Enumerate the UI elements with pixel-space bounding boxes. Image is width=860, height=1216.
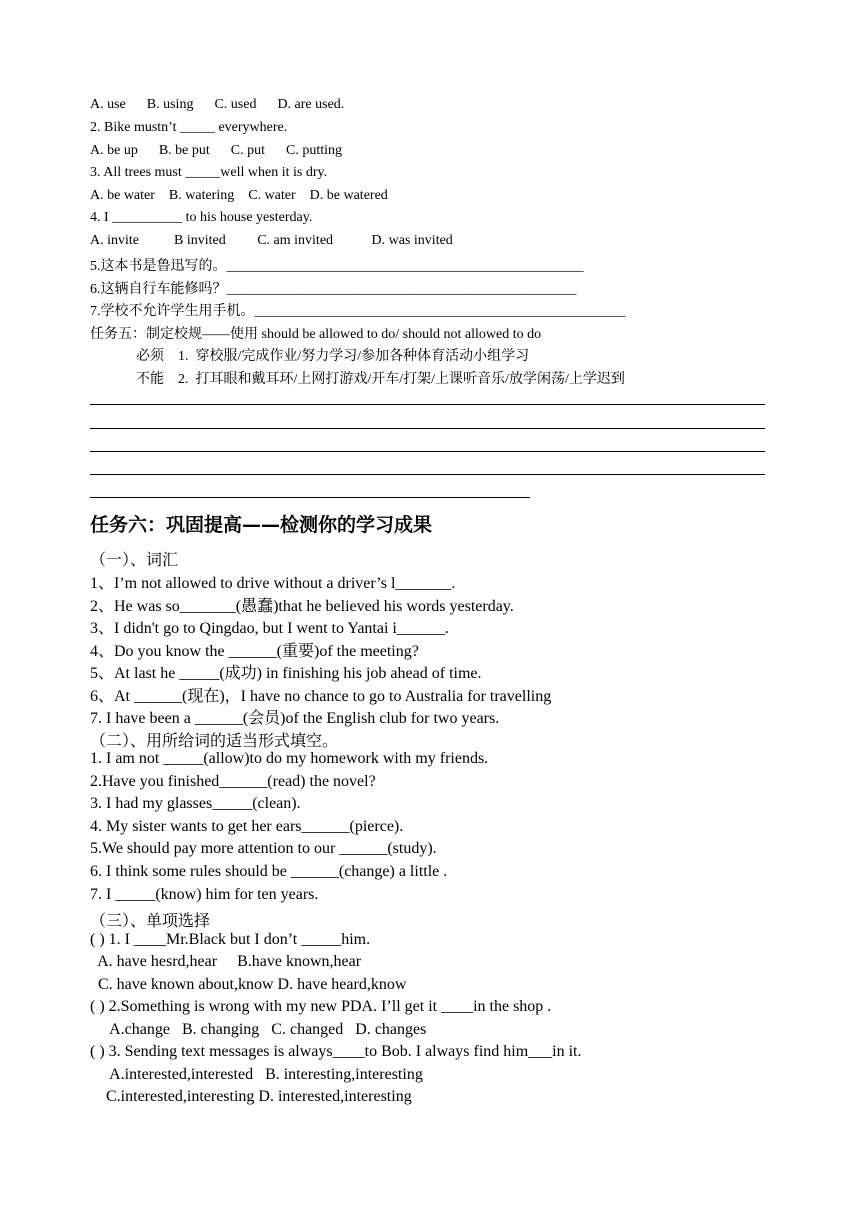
task6-heading: 任务六：巩固提高——检测你的学习成果 (90, 514, 433, 536)
mc-options: A.change B. changing C. changed D. changes (90, 1021, 427, 1038)
section-fill-in: （二）、用所给词的适当形式填空。 (90, 733, 339, 750)
choice-line: A. be water B. watering C. water D. be watered (90, 188, 388, 203)
section-multiple-choice: （三）、单项选择 (90, 913, 211, 930)
vocab-item: 4、Do you know the ______(重要)of the meeting? (90, 643, 419, 660)
fill-item: 2.Have you finished______(read) the novel? (90, 773, 376, 790)
vocab-item: 6、At ______(现在)，I have no chance to go to Australia for travelling (90, 688, 552, 705)
vocab-item: 3、I didn't go to Qingdao, but I went to Yantai i______. (90, 620, 449, 637)
choice-line: A. invite B invited C. am invited D. was invited (90, 233, 453, 248)
answer-line (90, 451, 765, 452)
question-line: 4. I __________ to his house yesterday. (90, 210, 313, 225)
answer-line (90, 497, 530, 498)
translation-line: 5.这本书是鲁迅写的。___________________________________________________ (90, 259, 584, 274)
mc-question: ( ) 1. I ____Mr.Black but I don’t _____him. (90, 931, 371, 948)
question-line: 2. Bike mustn’t _____ everywhere. (90, 120, 288, 135)
question-line: 3. All trees must _____well when it is dry. (90, 165, 328, 180)
mc-options: A.interested,interested B. interesting,interesting (90, 1066, 423, 1083)
answer-line (90, 474, 765, 475)
mc-question: ( ) 2.Something is wrong with my new PDA. I’ll get it ____in the shop . (90, 998, 552, 1015)
choice-line: A. use B. using C. used D. are used. (90, 97, 345, 112)
vocab-item: 2、He was so_______(愚蠢)that he believed his words yesterday. (90, 598, 514, 615)
rule-cannot-line: 不能 2. 打耳眼和戴耳环/上网打游戏/开车/打架/上课听音乐/放学闲荡/上学迟到 (136, 372, 625, 387)
task5-title: 任务五：制定校规——使用 should be allowed to do/ should not allowed to do (90, 327, 542, 342)
fill-item: 5.We should pay more attention to our ______(study). (90, 840, 437, 857)
fill-item: 6. I think some rules should be ______(change) a little . (90, 863, 448, 880)
fill-item: 1. I am not _____(allow)to do my homework with my friends. (90, 750, 489, 767)
mc-options: A. have hesrd,hear B.have known,hear (90, 953, 362, 970)
mc-options: C. have known about,know D. have heard,know (90, 976, 407, 993)
translation-line: 6.这辆自行车能修吗？__________________________________________________ (90, 282, 577, 297)
rule-must-line: 必须 1. 穿校服/完成作业/努力学习/参加各种体育活动小组学习 (136, 349, 530, 364)
vocab-item: 1、I’m not allowed to drive without a driver’s l_______. (90, 575, 456, 592)
translation-line: 7.学校不允许学生用手机。_____________________________________________________ (90, 304, 626, 319)
vocab-item: 7. I have been a ______(会员)of the English club for two years. (90, 710, 500, 727)
fill-item: 4. My sister wants to get her ears______(pierce). (90, 818, 404, 835)
fill-item: 7. I _____(know) him for ten years. (90, 886, 319, 903)
mc-question: ( ) 3. Sending text messages is always____to Bob. I always find him___in it. (90, 1043, 582, 1060)
vocab-item: 5、At last he _____(成功) in finishing his job ahead of time. (90, 665, 482, 682)
fill-item: 3. I had my glasses_____(clean). (90, 795, 301, 812)
section-vocabulary: （一）、词汇 (90, 552, 179, 569)
answer-line (90, 428, 765, 429)
mc-options: C.interested,interesting D. interested,interesting (90, 1088, 412, 1105)
answer-line (90, 404, 765, 405)
choice-line: A. be up B. be put C. put C. putting (90, 143, 342, 158)
